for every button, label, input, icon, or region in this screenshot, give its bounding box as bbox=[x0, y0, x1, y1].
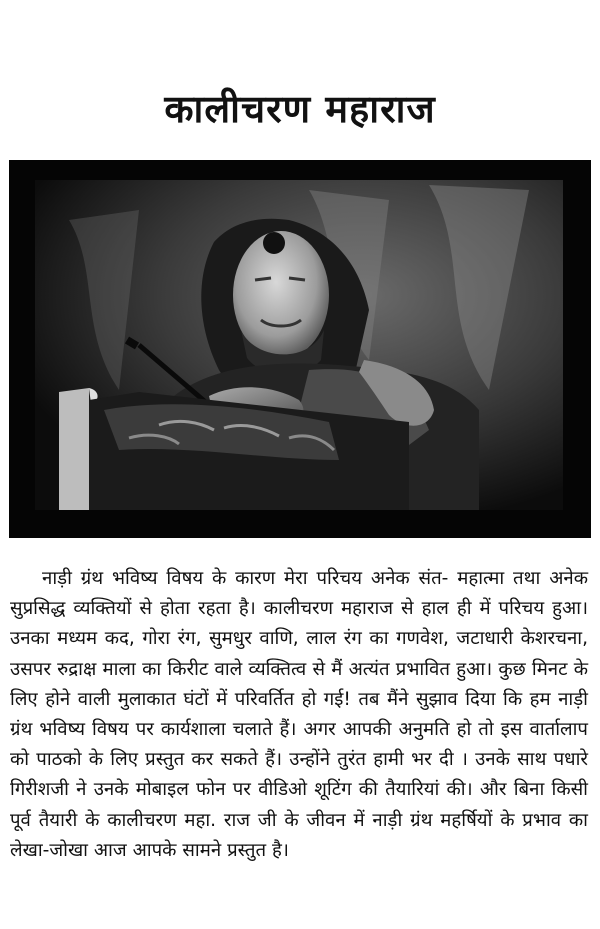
body-text bbox=[10, 564, 588, 866]
photo bbox=[9, 160, 591, 538]
paragraph: नाड़ी ग्रंथ भविष्य विषय के कारण मेरा परिचय अनेक संत- महात्मा तथा अनेक सुप्रसिद्ध व्यक्तियों से होता रहता है। कालीचरण महाराज से हाल ही में परिचय हुआ। उनका मध्यम कद, गोरा रंग, सुमधुर वाणि, लाल रंग का गणवेश, जटाधारी केशरचना, उसपर रुद्राक्ष माला का किरीट वाले व्यक्तित्व से मैं अत्यंत प्रभावित हुआ। कुछ मिनट के लिए होने वाली मुलाकात घंटों में परिवर्तित हो गई! तब मैंने सुझाव दिया कि हम नाड़ी ग्रंथ भविष्य विषय पर कार्यशाला चलाते हैं। अगर आपकी अनुमति हो तो इस वार्तालाप को पाठको के लिए प्रस्तुत कर सकते हैं। उन्होंने तुरंत हामी भर दी । उनके साथ पधारे गिरीशजी ने उनके मोबाइल फोन पर वीडिओ शूटिंग की तैयारियां की। और बिना किसी पूर्व तैयारी के कालीचरण महा. राज जी के जीवन में नाड़ी ग्रंथ महर्षियों के प्रभाव का लेखा-जोखा आज आपके सामने प्रस्तुत है। bbox=[10, 568, 588, 861]
page-title: कालीचरण महाराज bbox=[164, 87, 436, 131]
photo-image bbox=[9, 160, 591, 538]
